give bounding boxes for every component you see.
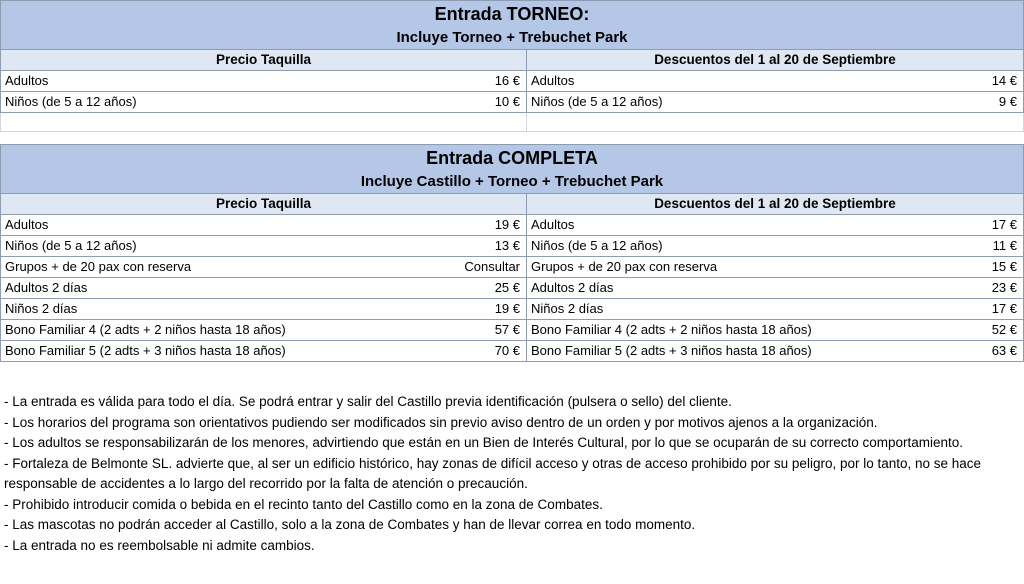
row-label: Adultos — [1, 215, 431, 236]
row-label: Adultos — [527, 71, 928, 92]
row-price: 14 € — [928, 71, 1024, 92]
row-label: Bono Familiar 4 (2 adts + 2 niños hasta 18 años) — [527, 320, 928, 341]
table-row — [1, 257, 1024, 278]
row-label: Bono Familiar 5 (2 adts + 3 niños hasta 18 años) — [1, 341, 431, 362]
separator-row — [1, 113, 1024, 132]
row-price: 63 € — [928, 341, 1024, 362]
torneo-subtitle: Incluye Torneo + Trebuchet Park — [1, 27, 1024, 50]
row-price: 9 € — [928, 92, 1024, 113]
separator-cell — [527, 113, 1024, 132]
table-row — [1, 71, 1024, 92]
table-row — [1, 278, 1024, 299]
table-row — [1, 92, 1024, 113]
completa-col-taquilla: Precio Taquilla — [1, 194, 527, 215]
completa-col-descuentos: Descuentos del 1 al 20 de Septiembre — [527, 194, 1024, 215]
row-label: Niños 2 días — [1, 299, 431, 320]
note-item: - Prohibido introducir comida o bebida en el recinto tanto del Castillo como en la zona de Combates. — [4, 496, 603, 512]
terms-notes — [4, 392, 1020, 556]
torneo-col-descuentos: Descuentos del 1 al 20 de Septiembre — [527, 50, 1024, 71]
note-item: - Fortaleza de Belmonte SL. advierte que, al ser un edificio histórico, hay zonas de difícil acceso y otras de acceso prohibido por su peligro, por lo tanto, no se hace responsable de accidentes a lo largo del recorrido por la falta de atención o precaución. — [4, 455, 982, 491]
note-item: - Los horarios del programa son orientativos pudiendo ser modificados sin previo aviso dentro de un orden y por motivos ajenos a la organización. — [4, 414, 878, 430]
row-price: 19 € — [431, 299, 527, 320]
row-label: Niños (de 5 a 12 años) — [527, 92, 928, 113]
torneo-title: Entrada TORNEO: — [1, 1, 1024, 28]
row-label: Adultos — [527, 215, 928, 236]
note-item: - La entrada no es reembolsable ni admite cambios. — [4, 537, 315, 553]
row-price: 13 € — [431, 236, 527, 257]
table-row — [1, 215, 1024, 236]
row-price: 17 € — [928, 215, 1024, 236]
row-label: Bono Familiar 5 (2 adts + 3 niños hasta 18 años) — [527, 341, 928, 362]
table-row — [1, 236, 1024, 257]
completa-title: Entrada COMPLETA — [1, 145, 1024, 172]
row-price: 57 € — [431, 320, 527, 341]
row-price: 23 € — [928, 278, 1024, 299]
row-price: 11 € — [928, 236, 1024, 257]
row-label: Niños 2 días — [527, 299, 928, 320]
row-label: Grupos + de 20 pax con reserva — [1, 257, 431, 278]
row-price: 25 € — [431, 278, 527, 299]
table-row — [1, 341, 1024, 362]
note-item: - Los adultos se responsabilizarán de los menores, advirtiendo que están en un Bien de Interés Cultural, por lo que se ocuparán de su correcto comportamiento. — [4, 435, 964, 450]
separator-cell — [1, 113, 527, 132]
row-price: 17 € — [928, 299, 1024, 320]
row-price: 70 € — [431, 341, 527, 362]
row-label: Niños (de 5 a 12 años) — [1, 92, 431, 113]
row-price: 10 € — [431, 92, 527, 113]
note-item: - La entrada es válida para todo el día. Se podrá entrar y salir del Castillo previa identificación (pulsera o sello) del cliente. — [4, 394, 732, 409]
table-row — [1, 320, 1024, 341]
row-price: Consultar — [431, 257, 527, 278]
note-item: - Las mascotas no podrán acceder al Castillo, solo a la zona de Combates y han de llevar correa en todo momento. — [4, 517, 696, 532]
row-label: Bono Familiar 4 (2 adts + 2 niños hasta 18 años) — [1, 320, 431, 341]
row-price: 16 € — [431, 71, 527, 92]
row-price: 19 € — [431, 215, 527, 236]
row-price: 52 € — [928, 320, 1024, 341]
torneo-price-table — [0, 0, 1024, 132]
row-price: 15 € — [928, 257, 1024, 278]
row-label: Adultos — [1, 71, 431, 92]
row-label: Adultos 2 días — [527, 278, 928, 299]
torneo-col-taquilla: Precio Taquilla — [1, 50, 527, 71]
row-label: Niños (de 5 a 12 años) — [527, 236, 928, 257]
row-label: Adultos 2 días — [1, 278, 431, 299]
completa-subtitle: Incluye Castillo + Torneo + Trebuchet Park — [1, 171, 1024, 194]
table-row — [1, 299, 1024, 320]
completa-price-table — [0, 144, 1024, 362]
row-label: Grupos + de 20 pax con reserva — [527, 257, 928, 278]
row-label: Niños (de 5 a 12 años) — [1, 236, 431, 257]
